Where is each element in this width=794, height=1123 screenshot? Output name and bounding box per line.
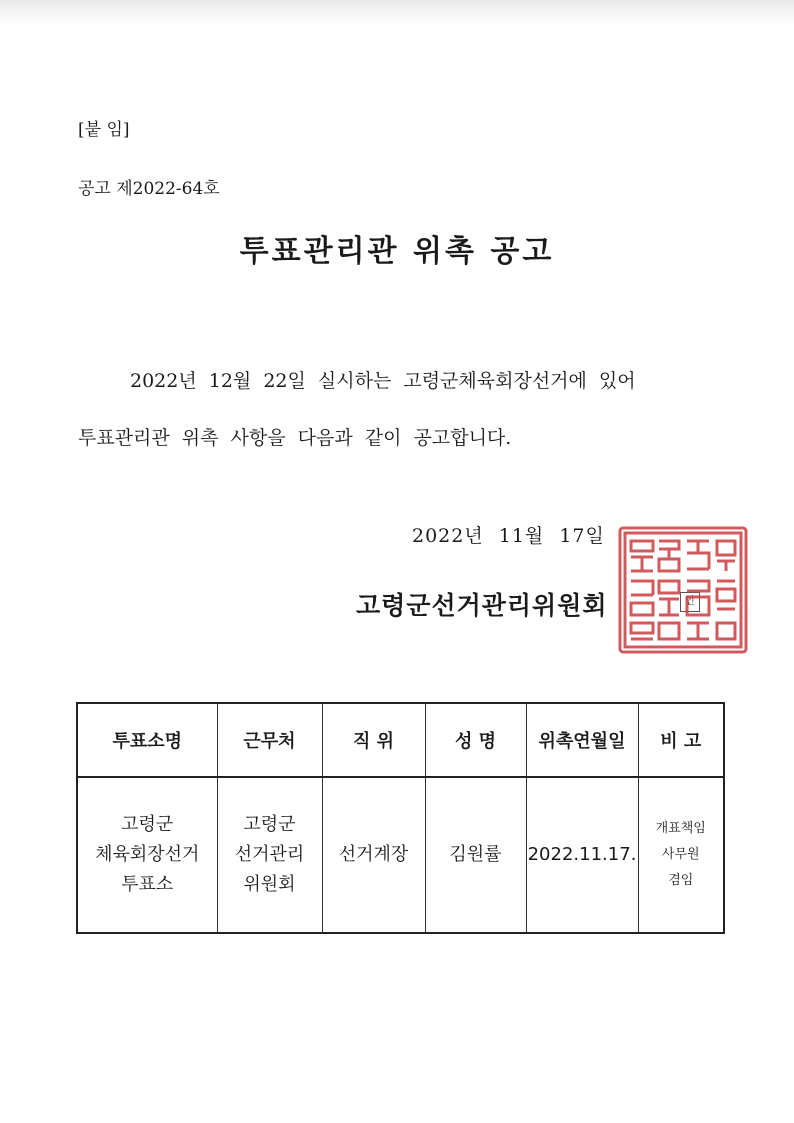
- cell-position: 선거계장: [322, 777, 425, 933]
- document-title: 투표관리관 위촉 공고: [239, 234, 555, 269]
- cell-appointment-date: 2022.11.17.: [526, 777, 638, 933]
- remark-line: 개표책임: [655, 821, 706, 836]
- workplace-line: 선거관리: [234, 844, 305, 865]
- body-text-line-1: 2022년 12월 22일 실시하는 고령군체육회장선거에 있어: [130, 370, 636, 392]
- appointment-table: [76, 702, 725, 934]
- issuing-organization: 고령군선거관리위원회: [356, 591, 608, 620]
- official-seal-stamp: [617, 525, 749, 655]
- header-position: 직 위: [322, 703, 425, 777]
- notice-date: 2022년 11월 17일: [412, 525, 605, 547]
- header-name: 성 명: [425, 703, 526, 777]
- scan-edge-shading: [0, 0, 794, 26]
- cell-name: 김원률: [425, 777, 526, 933]
- header-station: 투표소명: [77, 703, 217, 777]
- header-remark: 비 고: [638, 703, 724, 777]
- remark-line: 사무원: [661, 847, 700, 862]
- cell-remark: [638, 777, 724, 933]
- station-line: 고령군: [121, 814, 174, 835]
- workplace-line: 고령군: [243, 814, 296, 835]
- station-line: 체육회장선거: [95, 844, 200, 865]
- header-workplace: 근무처: [217, 703, 322, 777]
- attachment-label: [붙 임]: [78, 120, 130, 140]
- notice-number: 공고 제2022-64호: [78, 179, 220, 199]
- header-appointment-date: 위촉연월일: [526, 703, 638, 777]
- workplace-line: 위원회: [243, 874, 296, 895]
- cell-workplace: [217, 777, 322, 933]
- body-text-line-2: 투표관리관 위촉 사항을 다음과 같이 공고합니다.: [78, 427, 512, 449]
- station-line: 투표소: [121, 874, 174, 895]
- remark-line: 겸임: [668, 873, 694, 888]
- table-row: [77, 777, 724, 933]
- cell-station: [77, 777, 217, 933]
- seal-placeholder-mark: 인: [680, 592, 700, 612]
- table-header-row: [77, 703, 724, 777]
